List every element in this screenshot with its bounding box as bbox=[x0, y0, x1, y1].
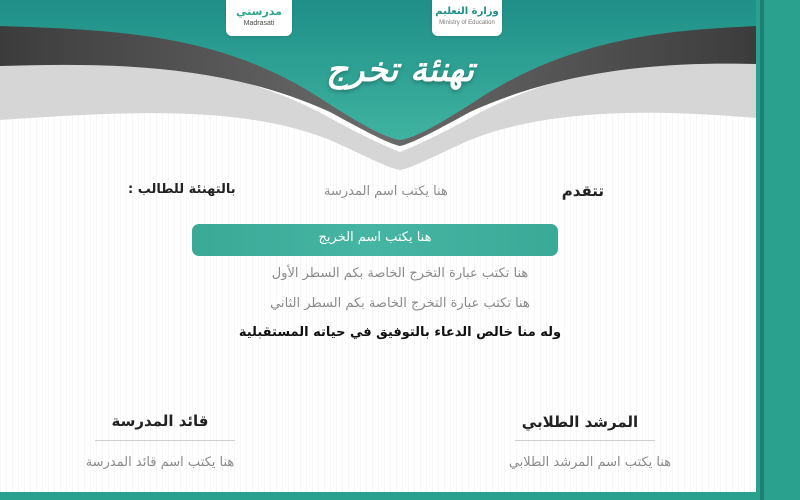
principal-title: قائد المدرسة bbox=[111, 412, 209, 430]
ministry-logo-arabic: وزارة التعليم bbox=[435, 6, 499, 17]
ministry-logo bbox=[432, 0, 502, 36]
graduation-phrase-line-2[interactable]: هنا تكتب عبارة التخرج الخاصة بكم السطر الثاني bbox=[270, 296, 530, 311]
madrasati-logo bbox=[226, 0, 292, 36]
school-name-placeholder[interactable]: هنا يكتب اسم المدرسة bbox=[324, 184, 448, 199]
principal-divider bbox=[95, 440, 235, 441]
graduate-name-placeholder[interactable]: هنا يكتب اسم الخريج bbox=[318, 230, 432, 245]
ministry-logo-latin: Ministry of Education bbox=[439, 20, 495, 26]
congrats-to-student: بالتهنئة للطالب : bbox=[128, 182, 236, 197]
counselor-divider bbox=[515, 440, 655, 441]
wish-line: وله منا خالص الدعاء بالتوفيق في حياته المستقبلية bbox=[238, 325, 562, 340]
graduation-phrase-line-1[interactable]: هنا تكتب عبارة التخرج الخاصة بكم السطر الأول bbox=[271, 266, 529, 281]
right-frame-edge bbox=[760, 0, 764, 500]
madrasati-logo-arabic: مدرستي bbox=[236, 5, 282, 18]
bottom-frame bbox=[0, 492, 756, 500]
principal-name-placeholder[interactable]: هنا يكتب اسم قائد المدرسة bbox=[85, 455, 235, 470]
counselor-name-placeholder[interactable]: هنا يكتب اسم المرشد الطلابي bbox=[508, 455, 672, 470]
certificate-title: تهنئة تخرج bbox=[326, 50, 474, 90]
counselor-title: المرشد الطلابي bbox=[521, 413, 639, 431]
madrasati-logo-latin: Madrasati bbox=[243, 20, 275, 27]
intro-verb: تتقدم bbox=[561, 182, 604, 200]
